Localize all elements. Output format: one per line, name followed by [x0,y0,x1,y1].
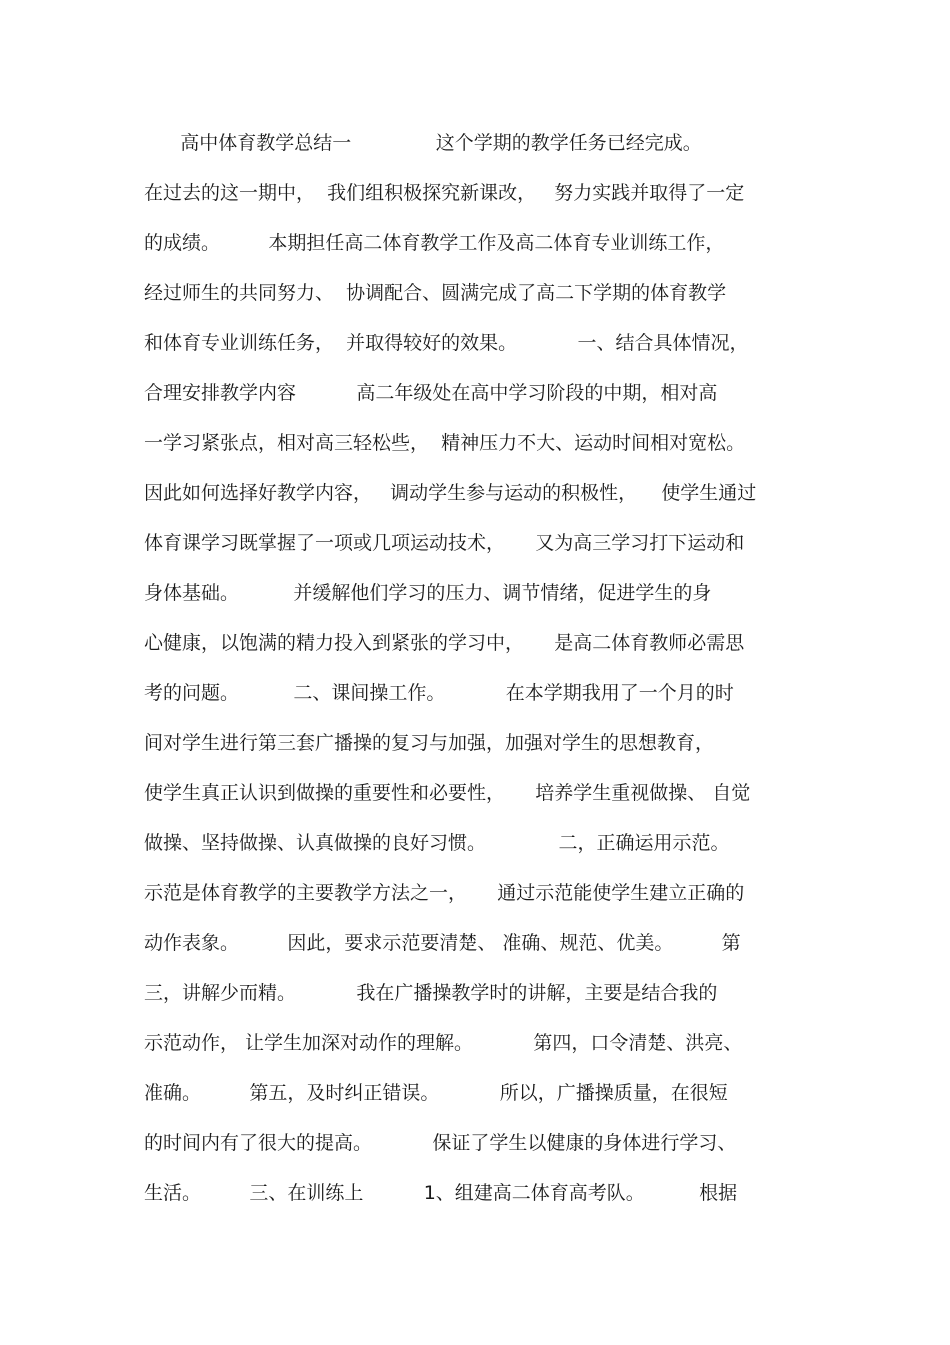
text-line: 经过师生的共同努力、 协调配合、圆满完成了高二下学期的体育教学 [144,282,727,304]
text-line: 示范是体育教学的主要教学方法之一， 通过示范能使学生建立正确的 [144,882,745,904]
text-line: 的成绩。 本期担任高二体育教学工作及高二体育专业训练工作， [144,232,725,254]
text-line: 准确。 第五，及时纠正错误。 所以，广播操质量，在很短 [144,1082,728,1104]
text-line: 考的问题。 二、课间操工作。 在本学期我用了一个月的时 [144,682,734,704]
text-line: 使学生真正认识到做操的重要性和必要性， 培养学生重视做操、 自觉 [144,782,751,804]
text-line: 在过去的这一期中， 我们组积极探究新课改， 努力实践并取得了一定 [144,182,745,204]
text-line: 生活。 三、在训练上 1、组建高二体育高考队。 根据 [144,1182,738,1204]
text-line: 动作表象。 因此，要求示范要清楚、 准确、规范、优美。 第 [144,932,741,954]
text-line: 做操、坚持做操、认真做操的良好习惯。 二，正确运用示范。 [144,832,730,854]
text-line: 三，讲解少而精。 我在广播操教学时的讲解，主要是结合我的 [144,982,718,1004]
text-line: 身体基础。 并缓解他们学习的压力、调节情绪，促进学生的身 [144,582,712,604]
text-line: 示范动作， 让学生加深对动作的理解。 第四，口令清楚、洪亮、 [144,1032,743,1054]
text-line: 合理安排教学内容 高二年级处在高中学习阶段的中期，相对高 [144,382,718,404]
text-line: 心健康，以饱满的精力投入到紧张的学习中， 是高二体育教师必需思 [144,632,745,654]
text-line: 的时间内有了很大的提高。 保证了学生以健康的身体进行学习、 [144,1132,737,1154]
text-line: 和体育专业训练任务， 并取得较好的效果。 一、结合具体情况， [144,332,749,354]
text-line: 因此如何选择好教学内容， 调动学生参与运动的积极性， 使学生通过 [144,482,757,504]
text-line: 一学习紧张点，相对高三轻松些， 精神压力不大、运动时间相对宽松。 [144,432,746,454]
body-text [144,118,814,1218]
text-line: 高中体育教学总结一 这个学期的教学任务已经完成。 [144,132,702,154]
text-line: 间对学生进行第三套广播操的复习与加强，加强对学生的思想教育， [144,732,715,754]
text-line: 体育课学习既掌握了一项或几项运动技术， 又为高三学习打下运动和 [144,532,745,554]
